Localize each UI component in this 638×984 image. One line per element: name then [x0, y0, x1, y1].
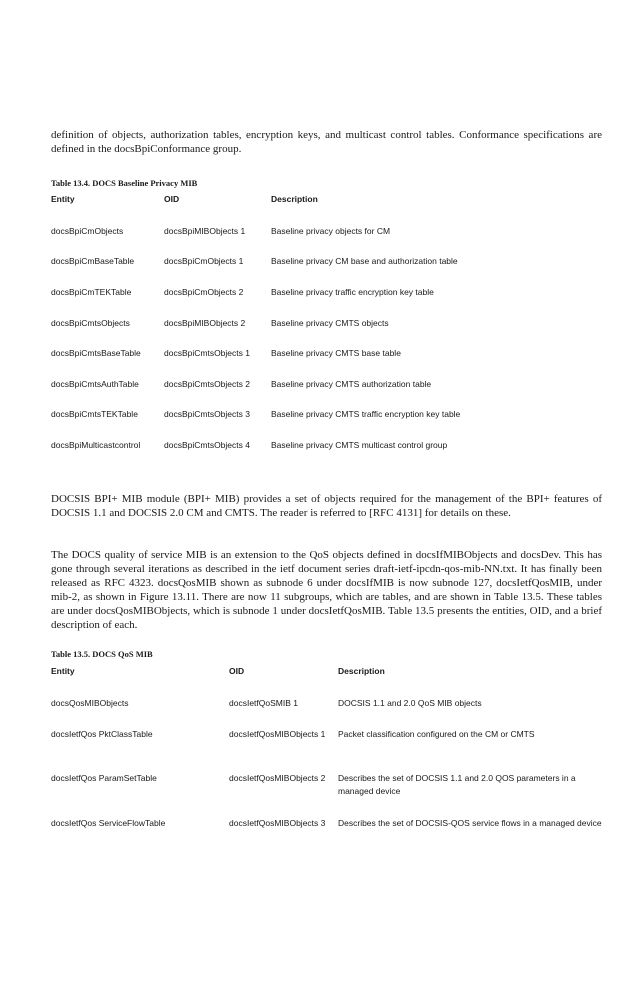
- table-cell-oid: docsBpiCmtsObjects 3: [164, 409, 250, 419]
- table-header-entity: Entity: [51, 194, 75, 204]
- table-cell-oid: docsBpiCmObjects 2: [164, 287, 244, 297]
- table-cell-description: Baseline privacy CMTS base table: [271, 348, 401, 358]
- table-cell-description: Describes the set of DOCSIS 1.1 and 2.0 QOS parameters in a managed device: [338, 773, 576, 796]
- table-cell-description: Baseline privacy CM base and authorization table: [271, 256, 458, 266]
- table-cell-oid: docsBpiCmtsObjects 4: [164, 440, 250, 450]
- table-cell-description: DOCSIS 1.1 and 2.0 QoS MIB objects: [338, 698, 482, 708]
- table-cell-oid: docsIetfQosMIBObjects 1: [229, 729, 326, 739]
- qos-mib-paragraph: The DOCS quality of service MIB is an extension to the QoS objects defined in docsIfMIBObjects and docsDev. This has gone through several iterations as described in the ietf document series draft-ietf-ipcdn-qos-mib-NN.txt. It has finally been released as RFC 4323. docsQosMIB shown as subnode 6 under docsIfMIB is now subnode 127, docsIetfQosMIB, under mib-2, as shown in Figure 13.11. There are now 11 subgroups, which are tables, and are shown in Table 13.5. These tables are under docsQosMIBObjects, which is subnode 1 under docsIetfQosMIB. Table 13.5 presents the entities, OID, and a brief description of each.: [51, 549, 602, 631]
- table-cell-entity: docsIetfQos ServiceFlowTable: [51, 818, 166, 828]
- table-cell-oid: docsBpiCmObjects 1: [164, 256, 244, 266]
- table-13-4-caption: Table 13.4. DOCS Baseline Privacy MIB: [51, 178, 198, 188]
- table-cell-oid: docsBpiMIBObjects 2: [164, 318, 246, 328]
- table-cell-entity: docsBpiCmBaseTable: [51, 256, 135, 266]
- table-cell-description: Baseline privacy objects for CM: [271, 226, 391, 236]
- table-header-oid: OID: [229, 666, 245, 676]
- table-cell-entity: docsBpiMulticastcontrol: [51, 440, 141, 450]
- table-cell-description: Describes the set of DOCSIS-QOS service flows in a managed device: [338, 818, 602, 828]
- table-cell-description: Baseline privacy CMTS multicast control group: [271, 440, 448, 450]
- table-cell-oid: docsIetfQosMIBObjects 2: [229, 773, 326, 783]
- table-cell-entity: docsIetfQos ParamSetTable: [51, 773, 157, 783]
- table-cell-entity: docsBpiCmObjects: [51, 226, 124, 236]
- table-cell-oid: docsBpiCmtsObjects 2: [164, 379, 250, 389]
- table-header-oid: OID: [164, 194, 180, 204]
- bpi-plus-paragraph: DOCSIS BPI+ MIB module (BPI+ MIB) provides a set of objects required for the management of the BPI+ features of DOCSIS 1.1 and DOCSIS 2.0 CM and CMTS. The reader is referred to [RFC 4131] for details on these.: [51, 493, 602, 519]
- baseline-privacy-mib-table: [51, 194, 611, 464]
- intro-paragraph: definition of objects, authorization tables, encryption keys, and multicast control tables. Conformance specifications are defined in the docsBpiConformance group.: [51, 129, 602, 155]
- table-cell-description: Packet classification configured on the CM or CMTS: [338, 729, 535, 739]
- table-13-5-caption: Table 13.5. DOCS QoS MIB: [51, 649, 153, 659]
- table-cell-entity: docsBpiCmtsObjects: [51, 318, 130, 328]
- table-cell-entity: docsIetfQos PktClassTable: [51, 729, 153, 739]
- table-cell-description: Baseline privacy CMTS authorization table: [271, 379, 432, 389]
- table-cell-oid: docsIetfQosMIBObjects 3: [229, 818, 326, 828]
- table-cell-description: Baseline privacy traffic encryption key table: [271, 287, 434, 297]
- table-cell-entity: docsBpiCmtsTEKTable: [51, 409, 138, 419]
- table-cell-entity: docsBpiCmtsAuthTable: [51, 379, 139, 389]
- table-header-entity: Entity: [51, 666, 75, 676]
- qos-mib-table: [51, 666, 611, 856]
- table-cell-description: Baseline privacy CMTS traffic encryption key table: [271, 409, 461, 419]
- table-cell-entity: docsBpiCmtsBaseTable: [51, 348, 141, 358]
- table-cell-entity: docsBpiCmTEKTable: [51, 287, 132, 297]
- table-cell-entity: docsQosMIBObjects: [51, 698, 129, 708]
- table-cell-oid: docsIetfQoSMIB 1: [229, 698, 298, 708]
- table-cell-oid: docsBpiCmtsObjects 1: [164, 348, 250, 358]
- table-header-description: Description: [338, 666, 385, 676]
- table-cell-oid: docsBpiMIBObjects 1: [164, 226, 246, 236]
- table-header-description: Description: [271, 194, 318, 204]
- table-cell-description: Baseline privacy CMTS objects: [271, 318, 389, 328]
